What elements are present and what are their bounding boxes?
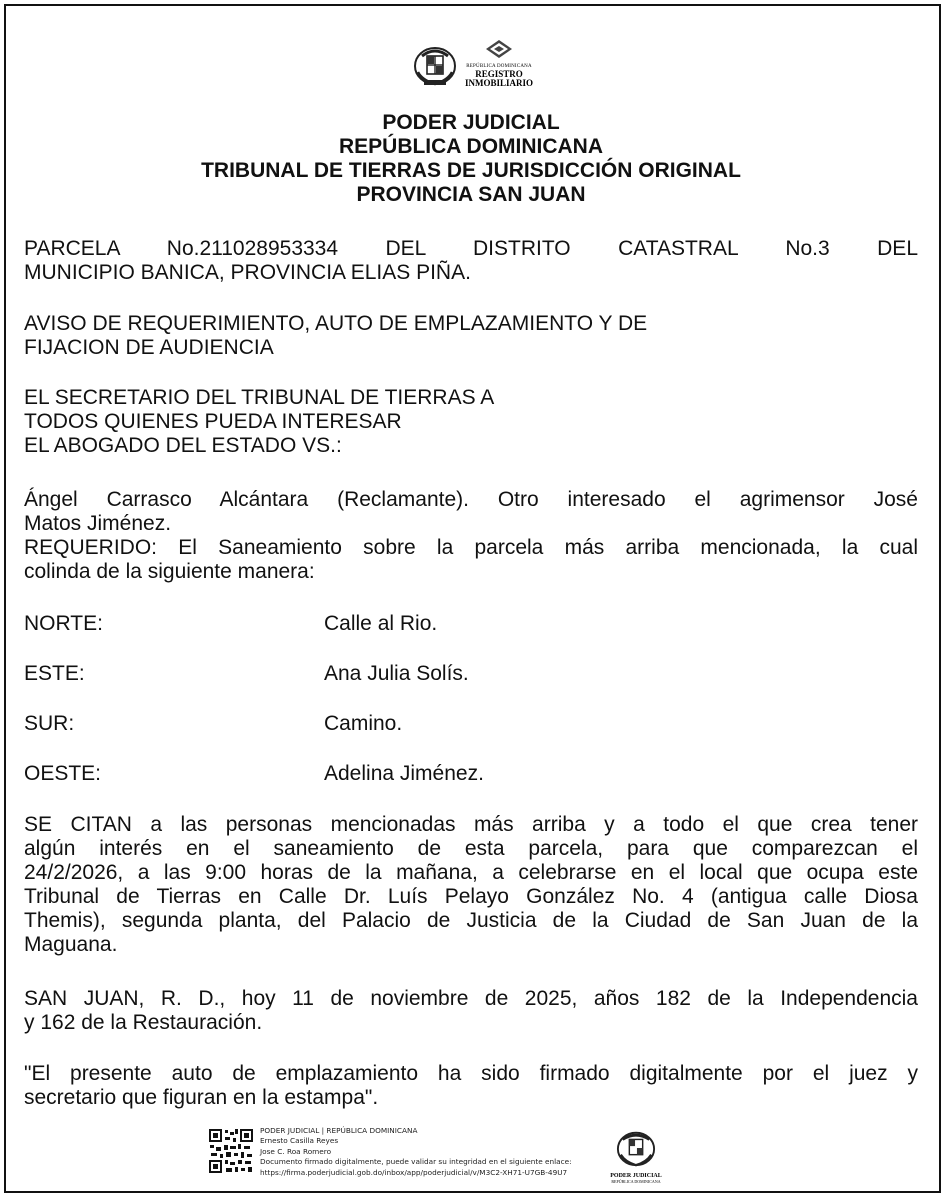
notice-title	[24, 312, 918, 360]
coat-of-arms-icon	[412, 42, 458, 88]
signature-note	[24, 1062, 918, 1110]
addressees-line-3: EL ABOGADO DEL ESTADO VS.:	[24, 434, 342, 457]
parcel-paragraph	[24, 237, 918, 285]
boundary-label: ESTE:	[24, 662, 85, 685]
boundary-value: Adelina Jiménez.	[324, 762, 484, 785]
poder-judicial-seal	[610, 1128, 662, 1184]
signature-details	[260, 1126, 572, 1178]
registro-country-label: REPÚBLICA DOMINICANA	[466, 64, 532, 69]
parties-line-3: REQUERIDO: El Saneamiento sobre la parcela más arriba mencionada, la cual	[24, 536, 918, 559]
signature-line-3: Jose C. Roa Romero	[260, 1146, 332, 1156]
addressees-line-1: EL SECRETARIO DEL TRIBUNAL DE TIERRAS A	[24, 386, 495, 409]
addressees-paragraph	[24, 386, 918, 458]
qr-code-icon[interactable]	[208, 1128, 254, 1174]
citation-line-2: algún interés en el saneamiento de esta parcela, para que comparezcan el	[24, 837, 918, 860]
registro-name-line1: REGISTRO	[475, 69, 523, 79]
boundary-value: Ana Julia Solís.	[324, 662, 469, 685]
parties-line-4: colinda de la siguiente manera:	[24, 560, 315, 583]
seal-subcaption: REPÚBLICA DOMINICANA	[611, 1179, 661, 1184]
boundary-label: SUR:	[24, 712, 75, 735]
boundary-row-west	[24, 762, 918, 786]
parties-paragraph	[24, 488, 918, 584]
parcel-line-2: MUNICIPIO BANICA, PROVINCIA ELIAS PIÑA.	[24, 261, 471, 284]
header-line-2: REPÚBLICA DOMINICANA	[338, 135, 604, 158]
registro-name-line2: INMOBILIARIO	[464, 78, 533, 88]
header-line-3: TRIBUNAL DE TIERRAS DE JURISDICCIÓN ORIGINAL	[201, 159, 741, 182]
signature-note-line-2: secretario que figuran en la estampa".	[24, 1086, 379, 1109]
document-header	[24, 111, 918, 207]
citation-line-6: Maguana.	[24, 933, 118, 956]
date-paragraph	[24, 987, 918, 1035]
citation-paragraph	[24, 813, 918, 957]
addressees-line-2: TODOS QUIENES PUEDA INTERESAR	[24, 410, 402, 433]
boundary-row-south	[24, 712, 918, 736]
citation-line-3: 24/2/2026, a las 9:00 horas de la mañana, a celebrarse en el local que ocupa este	[24, 861, 918, 884]
digital-signature-stamp	[208, 1126, 678, 1186]
header-logos	[412, 40, 552, 92]
poder-judicial-seal-icon	[614, 1128, 658, 1168]
notice-title-line-2: FIJACION DE AUDIENCIA	[24, 336, 274, 359]
date-line-1: SAN JUAN, R. D., hoy 11 de noviembre de 2025, años 182 de la Independencia	[24, 987, 918, 1010]
boundary-label: NORTE:	[24, 612, 103, 635]
registro-diamond-icon	[486, 40, 512, 62]
boundary-value: Calle al Rio.	[324, 612, 438, 635]
citation-line-5: Themis), segunda planta, del Palacio de Justicia de la Ciudad de San Juan de la	[24, 909, 918, 932]
date-line-2: y 162 de la Restauración.	[24, 1011, 263, 1034]
notice-title-line-1: AVISO DE REQUERIMIENTO, AUTO DE EMPLAZAMIENTO Y DE	[24, 312, 648, 335]
header-line-1: PODER JUDICIAL	[382, 111, 560, 134]
parcel-line-1: PARCELA No.211028953334 DEL DISTRITO CATASTRAL No.3 DEL	[24, 237, 918, 260]
seal-caption: PODER JUDICIAL	[610, 1173, 662, 1179]
signature-line-1: PODER JUDICIAL | REPÚBLICA DOMINICANA	[260, 1126, 418, 1135]
signature-note-line-1: "El presente auto de emplazamiento ha sido firmado digitalmente por el juez y	[24, 1062, 918, 1085]
registro-inmobiliario-logo	[464, 40, 534, 92]
header-line-4: PROVINCIA SAN JUAN	[356, 183, 586, 206]
boundary-value: Camino.	[324, 712, 403, 735]
parties-line-2: Matos Jiménez.	[24, 512, 172, 535]
signature-line-4: Documento firmado digitalmente, puede validar su integridad en el siguiente enlace:	[260, 1157, 572, 1167]
citation-line-4: Tribunal de Tierras en Calle Dr. Luís Pelayo González No. 4 (antigua calle Diosa	[24, 885, 918, 908]
citation-line-1: SE CITAN a las personas mencionadas más arriba y a todo el que crea tener	[24, 813, 918, 836]
signature-line-2: Ernesto Casilla Reyes	[260, 1136, 339, 1146]
boundary-label: OESTE:	[24, 762, 102, 785]
boundary-row-north	[24, 612, 918, 636]
parties-line-1: Ángel Carrasco Alcántara (Reclamante). Otro interesado el agrimensor José	[24, 488, 918, 511]
signature-verify-link[interactable]: https://firma.poderjudicial.gob.do/inbox/app/poderjudicial/v/M3C2-XH71-U7GB-49U7	[260, 1167, 568, 1177]
boundary-row-east	[24, 662, 918, 686]
